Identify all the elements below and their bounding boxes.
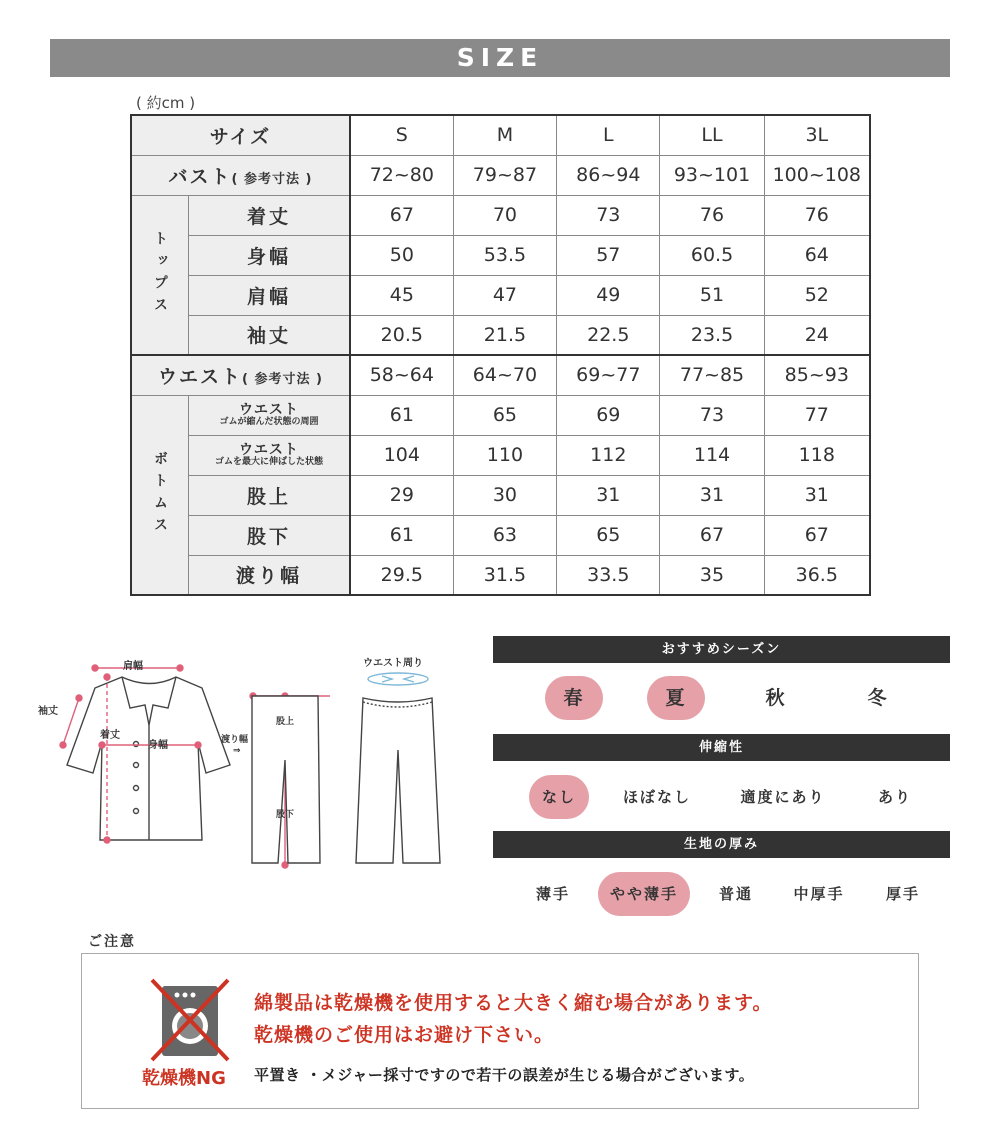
- table-cell: 104: [350, 435, 453, 475]
- table-cell: 61: [350, 395, 453, 435]
- table-cell: 31.5: [453, 555, 556, 595]
- stretch-options: [493, 775, 950, 819]
- table-cell: 22.5: [557, 315, 660, 355]
- inseam-label: 股下: [276, 810, 295, 820]
- thickness-options: [493, 872, 950, 916]
- season-options: [493, 676, 950, 720]
- row-label: 着丈: [189, 195, 350, 235]
- table-cell: 29: [350, 475, 453, 515]
- table-cell: 36.5: [764, 555, 870, 595]
- size-banner: SIZE: [50, 39, 950, 77]
- row-label: 渡り幅: [189, 555, 350, 595]
- thickness-thick: 厚手: [885, 885, 920, 903]
- size-col-header: L: [557, 115, 660, 155]
- notice-line-1: 綿製品は乾燥機を使用すると大きく縮む場合があります。: [254, 992, 773, 1014]
- shoulder-label: 肩幅: [123, 661, 143, 672]
- notice-title: ご注意: [88, 934, 136, 950]
- row-label: ウエスト ゴムが縮んだ状態の周囲: [189, 395, 350, 435]
- table-cell: 51: [660, 275, 764, 315]
- tops-group-label: トップス: [131, 195, 189, 355]
- table-cell: 50: [350, 235, 453, 275]
- stretch-title: 伸縮性: [493, 734, 950, 761]
- season-winter: 冬: [867, 687, 889, 709]
- thickness-thin: 薄手: [535, 885, 570, 903]
- table-header-row: [131, 115, 870, 155]
- table-row: [131, 275, 870, 315]
- table-cell: 69: [557, 395, 660, 435]
- row-label: 肩幅: [189, 275, 350, 315]
- table-cell: 33.5: [557, 555, 660, 595]
- table-cell: 118: [764, 435, 870, 475]
- thigh-label: 渡り幅: [221, 735, 249, 745]
- table-cell: 53.5: [453, 235, 556, 275]
- table-cell: 64: [764, 235, 870, 275]
- stretch-almost-none: ほぼなし: [622, 788, 691, 806]
- size-table: [130, 114, 871, 596]
- table-row: [131, 475, 870, 515]
- thickness-medium-thick: 中厚手: [793, 885, 845, 903]
- table-cell: 58~64: [350, 355, 453, 395]
- table-cell: 67: [660, 515, 764, 555]
- waist-around-label: ウエスト周り: [363, 658, 423, 669]
- row-label: 袖丈: [189, 315, 350, 355]
- dryer-ng-icon: [150, 978, 230, 1062]
- size-col-header: 3L: [764, 115, 870, 155]
- dryer-ng-label: 乾燥機NG: [142, 1068, 226, 1089]
- table-cell: 85~93: [764, 355, 870, 395]
- season-autumn: 秋: [765, 687, 787, 709]
- season-summer: 夏: [647, 676, 705, 720]
- table-cell: 79~87: [453, 155, 556, 195]
- table-cell: 57: [557, 235, 660, 275]
- table-cell: 65: [557, 515, 660, 555]
- table-cell: 29.5: [350, 555, 453, 595]
- table-cell: 114: [660, 435, 764, 475]
- notice-line-2: 乾燥機のご使用はお避け下さい。: [254, 1024, 555, 1046]
- table-cell: 20.5: [350, 315, 453, 355]
- table-row: [131, 555, 870, 595]
- table-cell: 73: [660, 395, 764, 435]
- table-cell: 72~80: [350, 155, 453, 195]
- table-cell: 47: [453, 275, 556, 315]
- table-cell: 65: [453, 395, 556, 435]
- season-spring: 春: [545, 676, 603, 720]
- table-cell: 61: [350, 515, 453, 555]
- notice-line-3: 平置き ・メジャー採寸ですので若干の誤差が生じる場合がございます。: [254, 1066, 755, 1084]
- table-cell: 100~108: [764, 155, 870, 195]
- table-row: [131, 315, 870, 355]
- thickness-normal: 普通: [718, 885, 753, 903]
- size-col-header: LL: [660, 115, 764, 155]
- table-cell: 31: [557, 475, 660, 515]
- table-cell: 86~94: [557, 155, 660, 195]
- stretch-none: なし: [529, 775, 589, 819]
- table-cell: 52: [764, 275, 870, 315]
- waist-label: ウエスト( 参考寸法 ): [131, 355, 350, 395]
- notice-box: [81, 953, 919, 1109]
- table-row: [131, 155, 870, 195]
- table-cell: 112: [557, 435, 660, 475]
- length-label: 着丈: [100, 730, 120, 741]
- table-cell: 35: [660, 555, 764, 595]
- table-cell: 67: [764, 515, 870, 555]
- thigh-arrow-icon: ⇒: [233, 746, 241, 756]
- stretch-yes: あり: [877, 788, 912, 806]
- bottoms-group-label: ボトムス: [131, 395, 189, 595]
- season-title: おすすめシーズン: [493, 636, 950, 663]
- table-cell: 67: [350, 195, 453, 235]
- table-cell: 60.5: [660, 235, 764, 275]
- table-row: [131, 515, 870, 555]
- table-cell: 31: [764, 475, 870, 515]
- table-cell: 21.5: [453, 315, 556, 355]
- table-row: [131, 355, 870, 395]
- table-cell: 77~85: [660, 355, 764, 395]
- table-cell: 110: [453, 435, 556, 475]
- size-col-header: M: [453, 115, 556, 155]
- table-cell: 77: [764, 395, 870, 435]
- table-cell: 23.5: [660, 315, 764, 355]
- thickness-title: 生地の厚み: [493, 831, 950, 858]
- table-cell: 73: [557, 195, 660, 235]
- table-cell: 70: [453, 195, 556, 235]
- table-cell: 76: [764, 195, 870, 235]
- table-row: [131, 235, 870, 275]
- thickness-slightly-thin: やや薄手: [598, 872, 690, 916]
- row-label: 股上: [189, 475, 350, 515]
- unit-label: ( 約cm ): [136, 94, 196, 112]
- row-label: 股下: [189, 515, 350, 555]
- table-cell: 69~77: [557, 355, 660, 395]
- waist-ring-icon: [368, 673, 428, 685]
- size-col-header: S: [350, 115, 453, 155]
- row-label: 身幅: [189, 235, 350, 275]
- width-label: 身幅: [148, 740, 168, 751]
- table-cell: 64~70: [453, 355, 556, 395]
- table-cell: 24: [764, 315, 870, 355]
- rise-label: 股上: [276, 717, 295, 727]
- table-cell: 76: [660, 195, 764, 235]
- size-header-label: サイズ: [131, 115, 350, 155]
- table-row: [131, 195, 870, 235]
- table-cell: 31: [660, 475, 764, 515]
- shirt-diagram: [67, 677, 230, 840]
- table-cell: 49: [557, 275, 660, 315]
- bust-label: バスト( 参考寸法 ): [131, 155, 350, 195]
- stretch-moderate: 適度にあり: [740, 788, 826, 806]
- table-cell: 63: [453, 515, 556, 555]
- measurement-illustration: [30, 650, 450, 880]
- table-cell: 30: [453, 475, 556, 515]
- pants-front-diagram: [356, 698, 440, 863]
- row-label: ウエスト ゴムを最大に伸ばした状態: [189, 435, 350, 475]
- table-row: [131, 395, 870, 435]
- sleeve-label: 袖丈: [38, 706, 58, 717]
- table-cell: 93~101: [660, 155, 764, 195]
- table-cell: 45: [350, 275, 453, 315]
- table-row: [131, 435, 870, 475]
